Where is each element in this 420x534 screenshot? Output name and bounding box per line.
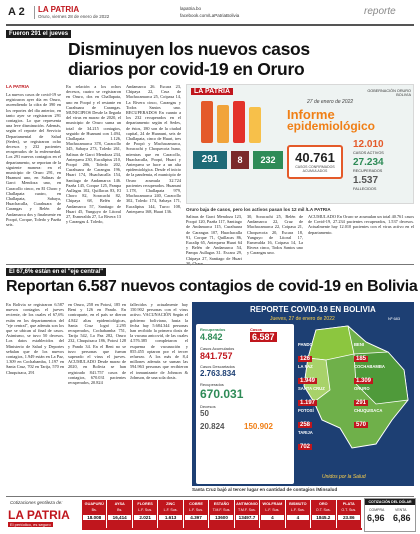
department-cases: 291 (356, 400, 367, 406)
ticker-cell-value: 13600 (210, 515, 232, 520)
info2-report-no: Nº 683 (388, 316, 401, 321)
info2-recuperados: 4.842 (200, 332, 223, 342)
department-name: CHUQUISACA (354, 408, 383, 413)
ticker-cell-value: 23.86 (338, 515, 360, 520)
ticker-cell-unit: T.M.F. Sus. (212, 508, 231, 512)
infographic-bolivia (192, 302, 414, 486)
info2-recup-acum-label: Recuperados (200, 382, 224, 387)
department-name: BENI (354, 342, 365, 347)
fx-title: COTIZACIÓN DEL DÓLAR (365, 499, 415, 505)
story1-headline-2: diarios por covid-19 en Oruro (68, 59, 305, 79)
info1-total-box (287, 145, 343, 179)
ticker-cell-name: ESTAÑO (213, 502, 230, 506)
ticker-cell (286, 500, 311, 528)
ticker-cell-unit: L.F. Sus. (290, 508, 305, 512)
ticker-tagline: El periódico, es seguro (10, 522, 51, 527)
info1-gov: GOBERNACIÓN ORURO BOLIVIA (367, 89, 411, 97)
vial-graphic (195, 101, 275, 147)
ticker-cell (209, 500, 234, 528)
fx-venta: 6,86 (393, 513, 411, 523)
department-row (298, 430, 352, 453)
department-cases: 1.949 (300, 378, 316, 384)
facebook-link[interactable]: facebook.com/LaPatriaBolivia (180, 13, 240, 18)
department-cases: 702 (300, 444, 311, 450)
info1-brand: LA PATRIA (191, 88, 233, 95)
story2-col1: En Bolivia se registraron 6.587 nuevos contagios el jueves reciente, de los cuales el 67,6% están en los departamentos del "eje central", que además son los que se ubican al final de casos. Asimismo, se tuvo 50 decesos. Los datos establecidos del Ministerio de Salud y Deportes señalan que de los nuevos contagios, 1.949 están en La Paz, 1.309 en Cochabamba, 1.197 en Santa Cruz, 702 en Tarija, 570 en Chuquisaca, 291 (6, 302, 64, 375)
ticker-cells (82, 500, 362, 530)
ticker-cell (260, 500, 285, 528)
info1-activos-label: CASOS ACTIVOS (353, 151, 384, 155)
story1-col1: La nuevos casos de covid-19 se registraron ayer día en Oruro, ascendiendo la cifra de 390 en los reportes del día anterior, en tanto ayer se registraron 291 contagios. Lo que representa una leve disminución. Además, según el reporte del Servicio Departamental de Salud (Sedes), se registraron ocho decesos y 232 pacientes recuperados de la enfermedad. Los 291 nuevos contagios en el departamento, se reportan de la siguiente manera: en el municipio de Oruro 291, en Huanuni uno, en Salinas de Garci Mendoza uno, en Caracollo cinco, en El Choro y Challapata cuatro, en Challapata, Sabaya, Huachacalla, Curahuara de Carangas y Belén de Andamarca dos y finalmente en Poopó, Corque, Toledo y Pazña seis. (6, 92, 61, 228)
ticker-cell-value: 13497.7 (236, 515, 258, 520)
info2-activos: 150.902 (244, 422, 273, 431)
ticker-cell-value: 16,414 (108, 515, 130, 520)
info1-recuperados: 27.234 (353, 157, 384, 168)
story2-col3: fallecidos y actualmente hay 150.902 personas con el virus activo. VACUNACIÓN Según el gobierno boliviano, hasta la fecha hay 5.684.344 personas han recibido la primera dosis de la vacuna antcovid, de las cuales 4.576.385 completaron el esquema de vacunación y 855.455 optaron por el tercer refuerzo. A los más de 8,4 millones además se suman las 594.963 personas que recibieron el inmunizante de Johnson & Johnson, de una sola dosis. (130, 302, 188, 380)
ticker-cell-value: 1.613 (159, 515, 181, 520)
ticker-cell-value: 4.397 (185, 515, 207, 520)
page-number: A 2 (8, 6, 25, 18)
ticker-brand: LA PATRIA (8, 508, 70, 522)
ticker-cell-unit: Bs. (117, 508, 123, 512)
ticker-cell-name: GUAPURÚ (84, 502, 104, 506)
ticker-cell (337, 500, 362, 528)
info1-decesos-day: 8 (231, 151, 249, 169)
info1-recuperados-day: 232 (253, 151, 283, 169)
ticker-cell-value: 4 (261, 515, 283, 520)
info2-date: Jueves, 27 de enero de 2022 (270, 316, 335, 322)
fx-venta-label: VENTA (395, 508, 407, 512)
fx-compra: 6,96 (367, 513, 385, 523)
department-row (354, 386, 408, 409)
ticker-bar (0, 496, 420, 534)
department-row (354, 364, 408, 387)
info2-recup-acum: 670.031 (200, 387, 244, 401)
page-header (0, 0, 420, 28)
infographic-oruro (186, 84, 414, 204)
department-row (298, 342, 352, 365)
ticker-cell-name: PLATA (342, 502, 355, 506)
info2-casos-label: Casos (250, 327, 263, 332)
department-name: LA PAZ (298, 364, 313, 369)
department-cases: 1.197 (300, 400, 316, 406)
story1-caption: Oruro baja de casos, pero los activos pasan los 12 mil /LA PATRIA (186, 207, 331, 212)
department-name: SANTA CRUZ (298, 386, 325, 391)
section-name: reporte (364, 6, 396, 17)
story2-col2: en Oruro, 258 en Potosí, 185 en Beni y 126 en Pando. En contraparte, en el país se dieron 4.842 altas epidemiológicas, Santa Cruz logró 2.295 recuperados, Cochabamba 751, Tarija 542, La Paz 282, Oruro 232, Chuquisaca 186, Potosí 128 y Pando 34. En el Beni no se tuvo personas que fueran superado el virus el jueves. ACUMULADO Desde marzo de 2020, en Bolivia se han registrado 841.757 casos de contagios, 670.031 pacientes recuperados, 20.824 (68, 302, 126, 386)
story2-kicker: El 67,6% están en el "eje central" (6, 268, 106, 276)
fx-compra-label: COMPRA (369, 508, 385, 512)
ticker-cell-unit: T.M.F. Sus. (238, 508, 256, 512)
info1-activos: 12.010 (353, 139, 384, 150)
department-name: COCHABAMBA (354, 364, 385, 369)
info2-decesos: 50 (200, 409, 209, 418)
story1-col5: 30, Soracachi 25, Belén de Andamarca 22, Cruz de Machacamarca 22, Coipasa 21, Choquecota 20, Escara 18, Yunguyo de Litoral 17, Esmeralda 16, Coipasa 14, La Rivera cinco, Todos Santos uno y Carangas uno. (247, 214, 303, 256)
ticker-cell-unit: O.T. Sus. (315, 508, 331, 512)
department-name: POTOSÍ (298, 408, 314, 413)
ticker-cell-unit: O.T. Sus. (341, 508, 357, 512)
info2-descartados-label: Casos Descartados (200, 364, 235, 369)
ticker-cell (107, 500, 132, 528)
info2-casos: 6.587 (252, 332, 275, 342)
ticker-cell-name: COBRE (189, 502, 203, 506)
ticker-cell-name: BISMUTO (289, 502, 307, 506)
fx-box (364, 498, 416, 532)
info1-date: 27 de enero de 2022 (307, 99, 354, 105)
ticker-cell-unit: Bs. (91, 508, 97, 512)
ticker-cell (311, 500, 336, 528)
ticker-cell-name: WOLFRAM (262, 502, 283, 506)
department-name: TARIJA (298, 430, 313, 435)
department-row (298, 364, 352, 387)
ticker-cell (82, 500, 107, 528)
story1-col2: En relación a los ochos decesos, cuatro se registraron en Oruro, dos en Challapata, uno en Poopó y el restante en Curahuara de Carangas. MUNICIPIOS Desde la llegada del virus en marzo de 2020, el municipio de Oruro suma un total de 34.215 contagios, seguido de Huanuni con 1.494, Challapata 1.126, Machacamarca 378, Caracollo 345, Sabaya 273, Toledo 261, Salinas de Garci Mendoza 234, Antequera 230, Eucaliptus 210, Poopó 206, Toledo 202, Curahuara de Carangas 196, Huari 174, Huachacalla 154, Santiago de Andamarca 146. Pazña 145, Corque 125, Pampa Aullagas 102, Quillacas 83, El Choro 82, Soracachi 82, Chipaya 68, Belén de Andamarca 57, Santiago de Huari 45, Yunguyo de Litoral 27, Esmeralda 27, La Rivera 13 y Carangas 4. Toledo, (66, 84, 121, 225)
info1-title-2: epidemiológico (287, 119, 376, 133)
ticker-cell-value: 18.008 (83, 515, 105, 520)
info2-footer: Unidos por la Salud (322, 474, 366, 480)
story1-byline: LA PATRIA (6, 84, 30, 89)
ticker-cell-name: AYSA (114, 502, 125, 506)
info2-decesos-acum: 20.824 (200, 422, 225, 431)
info1-title-1: Informe (287, 107, 335, 122)
department-row (354, 408, 408, 431)
department-name: PANDO (298, 342, 313, 347)
story1-col6: ACUMULADO En Oruro se acumulan un total 40.761 casos de Covid-19, 27.234 pacientes recuperados, 1.537 decesos. Actualmente hay 12.010 pacientes con el virus activo en el departamento. (308, 214, 414, 235)
department-cases: 258 (300, 422, 311, 428)
department-list (298, 342, 410, 454)
department-name: ORURO (354, 386, 370, 391)
web-link[interactable]: lapatria.bo (180, 6, 202, 11)
info1-recuperados-label: RECUPERADOS (353, 169, 383, 173)
ticker-cell-value: 4 (287, 515, 309, 520)
ticker-label: Cotizaciones gentileza de: (10, 500, 63, 505)
info2-recuperados-label: Recuperados (200, 327, 226, 332)
ticker-cell-unit: L.F. Sus. (265, 508, 280, 512)
info2-title: REPORTE COVID-19 EN BOLIVIA (250, 305, 376, 314)
ticker-cell-unit: L.F. Sus. (163, 508, 178, 512)
info2-casos-acum-label: Casos Acumulados (200, 346, 235, 351)
story1-col3: Andamarca 26. Escara 23, Chipaya 22, Cruz de Machacamarca 25, Coipasa 14, La Rivera cinco, Carangas y Todos Santos uno. RECUPERADOS En cuanto a los 232 recuperados en el departamento según el Sedes, de éstos, 180 son de la ciudad capital, 24 de Huanuni, seis de Challapata, cinco de Huari, tres de Poopó y Machacamarca, Soracachi y Choquecota huno, mientras que en Caracollo, Huachacalla, Poopó, Huari y Antequera se hace a un alta epidemiológica. Desde el inicio de la pandemia, el municipio de Oruro acumula 32.724 pacientes recuperados. Huanuni 1.178, Challapata 979, Machacamarca 240, Caracollo 302, Toledo 174, Sabaya 171, Eucaliptus 144, Turco 108, Antequera 168, Huari 136. (126, 84, 181, 214)
ticker-cell-unit: L.F. Sus. (138, 508, 153, 512)
department-row (298, 386, 352, 409)
ticker-cell-name: ZINC (166, 502, 176, 506)
story2-caption: Santa Cruz bajó al tercer lugar en cantidad de contagios /Minsalud (192, 487, 338, 492)
story1-headline-1: Disminuyen los nuevos casos (68, 39, 310, 59)
story1-kicker: Fueron 291 el jueves (6, 30, 71, 38)
paper-name: LA PATRIA (38, 5, 80, 14)
ticker-cell-name: ANTIMONIO (236, 502, 258, 506)
department-cases: 185 (356, 356, 367, 362)
ticker-cell-value: 1845.2 (312, 515, 334, 520)
info1-new-cases: 291 (193, 151, 227, 169)
info2-decesos-label: Decesos (200, 404, 216, 409)
ticker-cell (133, 500, 158, 528)
ticker-cell-unit: L.F. Sus. (189, 508, 204, 512)
info1-total: 40.761 (295, 150, 335, 165)
ticker-cell (235, 500, 260, 528)
info1-fallecidos-label: FALLECIDOS (353, 187, 377, 191)
info2-casos-acum: 841.757 (200, 351, 233, 361)
ticker-cell-name: ORO (318, 502, 328, 506)
department-row (298, 408, 352, 431)
ticker-cell-name: FLORES (137, 502, 153, 506)
info1-fallecidos: 1.537 (353, 175, 379, 186)
department-cases: 1.309 (356, 378, 372, 384)
department-row (354, 342, 408, 365)
ticker-cell-value: 2.021 (134, 515, 156, 520)
story2-headline: Reportan 6.587 nuevos contagios de covid-19 en Bolivia (6, 278, 418, 295)
ticker-cell (184, 500, 209, 528)
department-cases: 126 (300, 356, 311, 362)
department-cases: 570 (356, 422, 367, 428)
date-line: Oruro, viernes 28 de enero de 2022 (38, 14, 110, 19)
ticker-cell (158, 500, 183, 528)
info2-descartados: 2.763.834 (200, 369, 236, 378)
story1-col4: Salinas de Garci Mendoza 123, Poopó 120, Pazña 117, Santiago de Andamarca 115, Curahuara de Carangas 107, Huachacalla 91, Corque 71, Quillacas 86, Eucalip 65, Antequera Huari 64 y Belén de Andamarca 54, Pampa Aullagas 31. Escara 29, Chipaya 27, Santiago de Huari (186, 214, 242, 261)
info1-total-label: CASOS CONFIRMADOS ACUMULADOS (295, 165, 335, 173)
